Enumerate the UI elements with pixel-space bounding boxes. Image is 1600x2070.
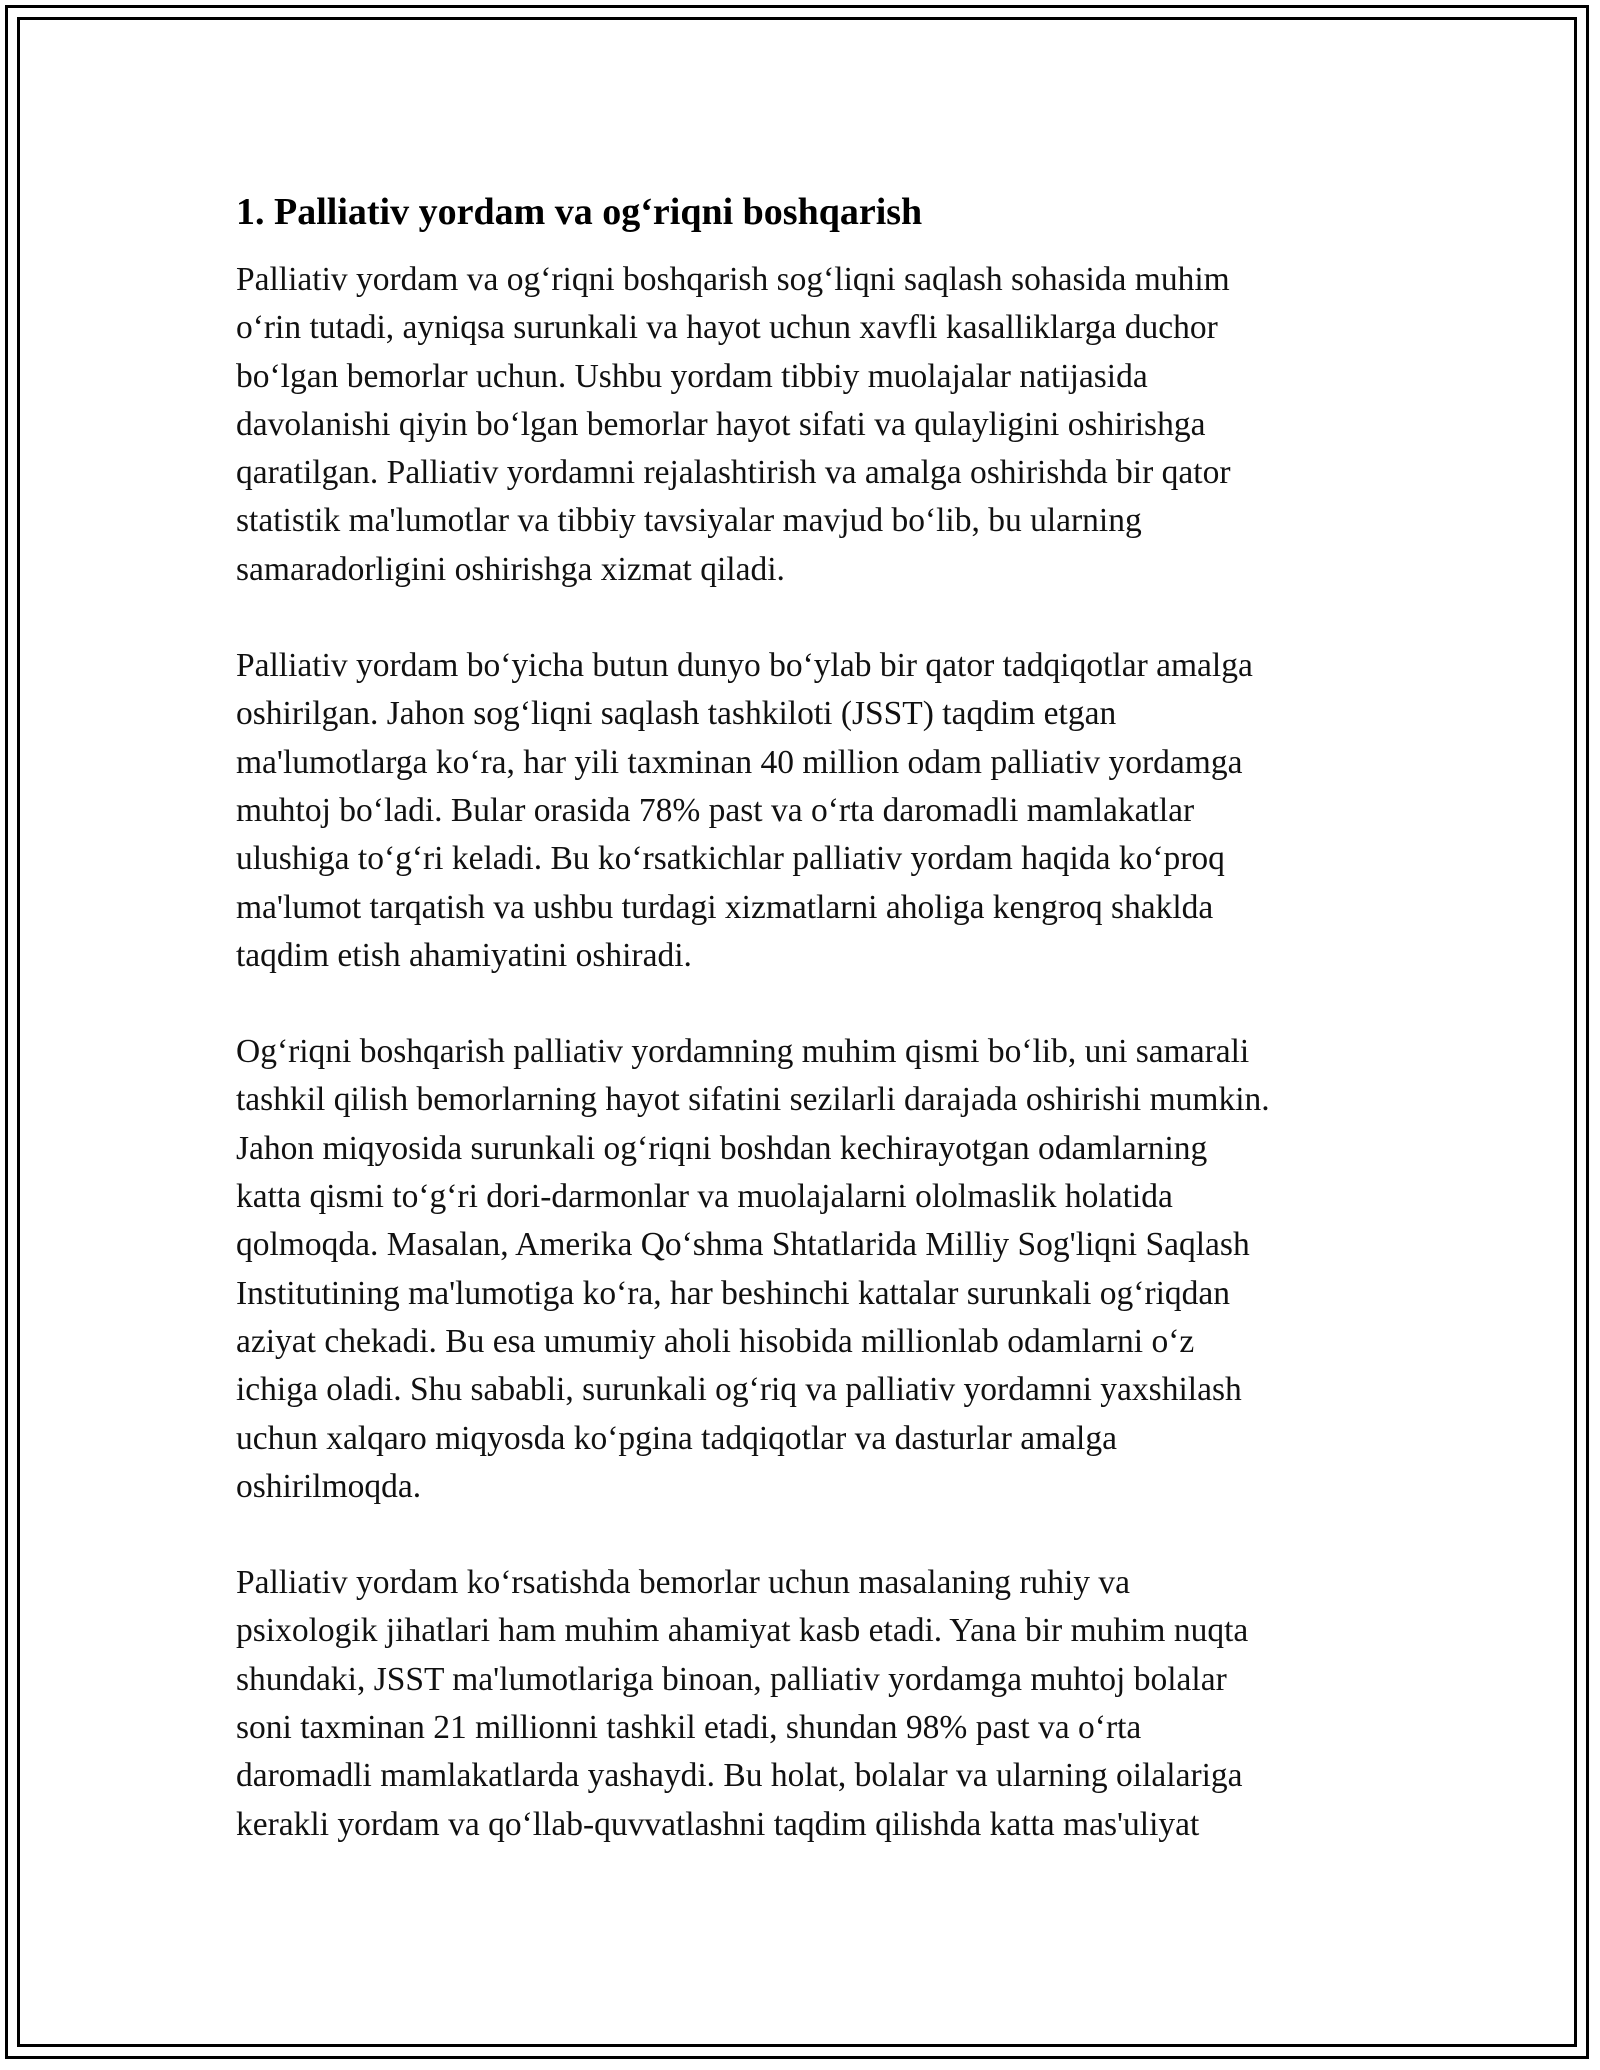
paragraph-line: Jahon miqyosida surunkali og‘riqni boshdan kechirayotgan odamlarning — [236, 1129, 1208, 1167]
paragraph-line: samaradorligini oshirishga xizmat qiladi. — [236, 550, 785, 588]
paragraph-line: ichiga oladi. Shu sababli, surunkali og‘riq va palliativ yordamni yaxshilash — [236, 1371, 1242, 1409]
paragraph-line: daromadli mamlakatlarda yashaydi. Bu holat, bolalar va ularning oilalariga — [236, 1757, 1243, 1795]
paragraph-line: psixologik jihatlari ham muhim ahamiyat kasb etadi. Yana bir muhim nuqta — [236, 1612, 1249, 1650]
paragraph-line: Palliativ yordam ko‘rsatishda bemorlar uchun masalaning ruhiy va — [236, 1564, 1131, 1602]
paragraph-line: o‘rin tutadi, ayniqsa surunkali va hayot uchun xavfli kasalliklarga duchor — [236, 309, 1218, 347]
paragraph-line: oshirilgan. Jahon sog‘liqni saqlash tashkiloti (JSST) taqdim etgan — [236, 695, 1117, 733]
paragraph-line: taqdim etish ahamiyatini oshiradi. — [236, 936, 692, 974]
paragraph-line: uchun xalqaro miqyosda ko‘pgina tadqiqotlar va dasturlar amalga — [236, 1419, 1117, 1457]
document-body — [236, 184, 1376, 1897]
section-heading: 1. Palliativ yordam va og‘riqni boshqarish — [236, 191, 923, 233]
paragraph-line: Og‘riqni boshqarish palliativ yordamning muhim qismi bo‘lib, uni samarali — [236, 1033, 1250, 1071]
paragraph-line: Palliativ yordam bo‘yicha butun dunyo bo‘ylab bir qator tadqiqotlar amalga — [236, 647, 1253, 685]
paragraph-4 — [236, 1559, 1376, 1849]
paragraph-line: oshirilmoqda. — [236, 1467, 422, 1505]
paragraph-line: Institutining ma'lumotiga ko‘ra, har beshinchi kattalar surunkali og‘riqdan — [236, 1274, 1231, 1312]
paragraph-line: statistik ma'lumotlar va tibbiy tavsiyalar mavjud bo‘lib, bu ularning — [236, 502, 1142, 540]
paragraph-line: qolmoqda. Masalan, Amerika Qo‘shma Shtatlarida Milliy Sog'liqni Saqlash — [236, 1226, 1250, 1264]
paragraph-2 — [236, 642, 1376, 980]
paragraph-line: Palliativ yordam va og‘riqni boshqarish sog‘liqni saqlash sohasida muhim — [236, 261, 1230, 298]
paragraph-line: ulushiga to‘g‘ri keladi. Bu ko‘rsatkichlar palliativ yordam haqida ko‘proq — [236, 840, 1225, 878]
paragraph-line: tashkil qilish bemorlarning hayot sifatini sezilarli darajada oshirishi mumkin. — [236, 1081, 1270, 1119]
paragraph-line: aziyat chekadi. Bu esa umumiy aholi hisobida millionlab odamlarni o‘z — [236, 1322, 1195, 1360]
paragraph-line: muhtoj bo‘ladi. Bular orasida 78% past va o‘rta daromadli mamlakatlar — [236, 791, 1195, 829]
paragraph-line: kerakli yordam va qo‘llab-quvvatlashni taqdim qilishda katta mas'uliyat — [236, 1805, 1200, 1843]
paragraph-line: davolanishi qiyin bo‘lgan bemorlar hayot sifati va qulayligini oshirishga — [236, 405, 1206, 443]
paragraph-3 — [236, 1028, 1376, 1511]
paragraph-line: shundaki, JSST ma'lumotlariga binoan, palliativ yordamga muhtoj bolalar — [236, 1660, 1227, 1698]
paragraph-line: soni taxminan 21 millionni tashkil etadi, shundan 98% past va o‘rta — [236, 1709, 1142, 1747]
paragraph-line: katta qismi to‘g‘ri dori-darmonlar va muolajalarni ololmaslik holatida — [236, 1178, 1173, 1216]
paragraph-line: ma'lumot tarqatish va ushbu turdagi xizmatlarni aholiga kengroq shaklda — [236, 888, 1214, 926]
paragraph-line: qaratilgan. Palliativ yordamni rejalashtirish va amalga oshirishda bir qator — [236, 454, 1231, 492]
paragraph-1 — [236, 256, 1376, 594]
paragraph-line: bo‘lgan bemorlar uchun. Ushbu yordam tibbiy muolajalar natijasida — [236, 357, 1148, 395]
paragraph-line: ma'lumotlarga ko‘ra, har yili taxminan 40 million odam palliativ yordamga — [236, 743, 1243, 781]
